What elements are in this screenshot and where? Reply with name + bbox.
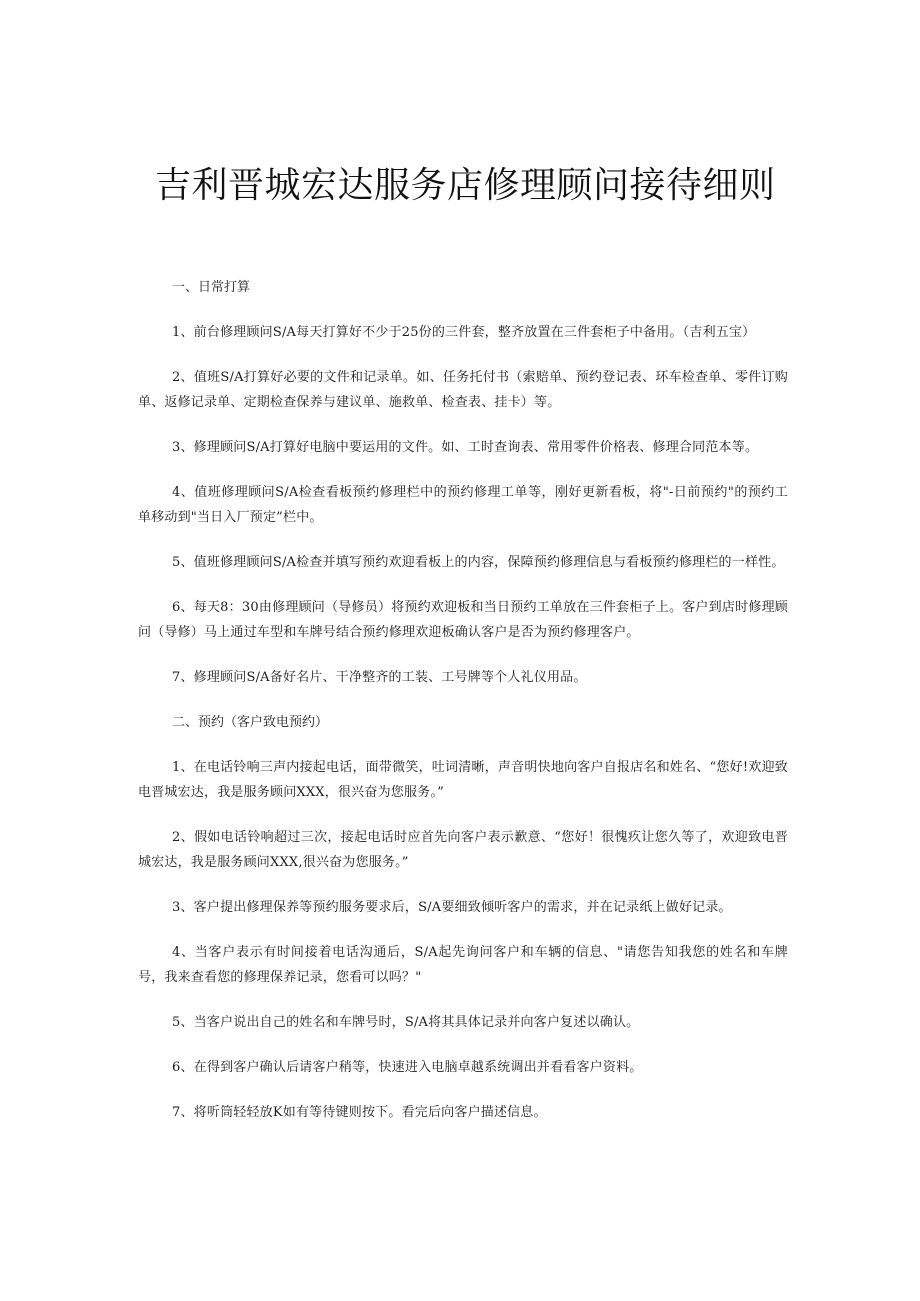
document-title: 吉利晋城宏达服务店修理顾问接待细则 bbox=[155, 165, 776, 206]
paragraph: 2、假如电话铃响超过三次，接起电话时应首先向客户表示歉意、“您好！很愧疚让您久等了，欢迎致电晋城宏达，我是服务顾问XXX,很兴奋为您服务。” bbox=[138, 830, 788, 870]
paragraph: 3、修理顾问S/A打算好电脑中要运用的文件。如、工时查询表、常用零件价格表、修理合同范本等。 bbox=[172, 440, 759, 455]
paragraph: 3、客户提出修理保养等预约服务要求后，S/A要细致倾听客户的需求，并在记录纸上做好记录。 bbox=[172, 900, 732, 915]
paragraph: 7、修理顾问S/A备好名片、干净整齐的工装、工号牌等个人礼仪用品。 bbox=[172, 670, 587, 685]
paragraph: 6、每天8：30由修理顾问（导修员）将预约欢迎板和当日预约工单放在三件套柜子上。客户到店时修理顾问（导修）马上通过车型和车牌号结合预约修理欢迎板确认客户是否为预约修理客户。 bbox=[138, 600, 788, 640]
paragraph: 2、值班S/A打算好必要的文件和记录单。如、任务托付书（索赔单、预约登记表、环车检查单、零件订购单、返修记录单、定期检查保养与建议单、施救单、检查表、挂卡）等。 bbox=[138, 370, 788, 410]
paragraph: 4、值班修理顾问S/A检查看板预约修理栏中的预约修理工单等，刚好更新看板，将"-日前预约"的预约工单移动到"当日入厂预定”栏中。 bbox=[138, 485, 788, 525]
paragraph: 4、当客户表示有时间接着电话沟通后，S/A起先询问客户和车辆的信息、"请您告知我您的姓名和车牌号，我来查看您的修理保养记录，您看可以吗？" bbox=[138, 945, 788, 985]
section-heading: 二、预约（客户致电预约） bbox=[172, 715, 329, 730]
section-heading: 一、日常打算 bbox=[172, 280, 251, 295]
paragraph: 1、在电话铃响三声内接起电话，面带微笑，吐词清晰，声音明快地向客户自报店名和姓名、“您好!欢迎致电晋城宏达，我是服务顾问XXX，很兴奋为您服务。” bbox=[138, 760, 788, 800]
paragraph: 7、将听筒轻轻放K如有等待键则按下。看完后向客户描述信息。 bbox=[172, 1105, 547, 1120]
paragraph: 5、值班修理顾问S/A检查并填写预约欢迎看板上的内容，保障预约修理信息与看板预约修理栏的一样性。 bbox=[172, 555, 785, 570]
document-body bbox=[138, 275, 788, 1145]
paragraph: 6、在得到客户确认后请客户稍等，快速进入电脑卓越系统调出并看看客户资料。 bbox=[172, 1060, 643, 1075]
paragraph: 5、当客户说出自己的姓名和车牌号时，S/A将其具体记录并向客户复述以确认。 bbox=[172, 1015, 640, 1030]
paragraph: 1、前台修理顾问S/A每天打算好不少于25份的三件套，整齐放置在三件套柜子中备用。（吉利五宝） bbox=[172, 325, 756, 340]
